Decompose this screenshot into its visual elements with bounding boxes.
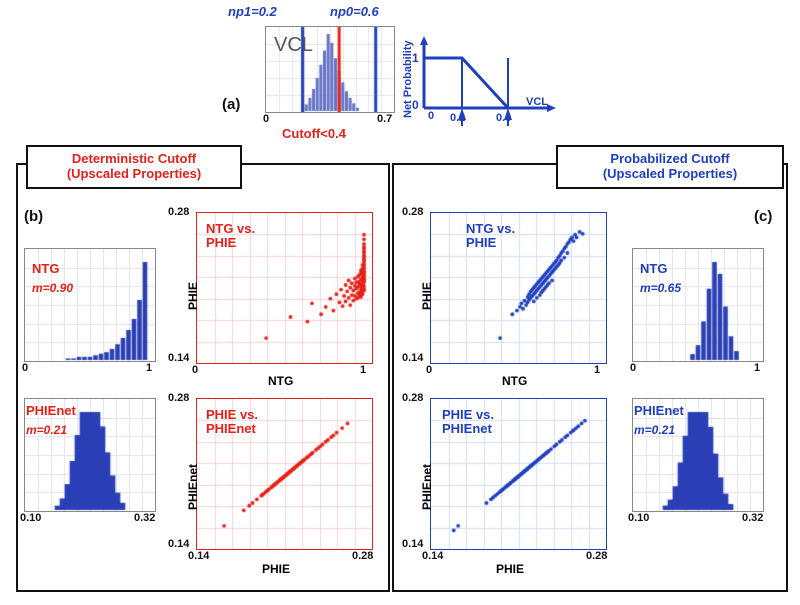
c-s2-y-bottom: 0.14: [402, 538, 424, 550]
b-s1-y-bottom: 0.14: [168, 352, 190, 364]
vcl-title: VCL: [274, 34, 313, 56]
panel-a-tag: (a): [222, 96, 241, 113]
c-s2-x-max: 0.28: [586, 550, 608, 562]
probabilized-title-line1: Probabilized Cutoff: [610, 151, 730, 166]
c-s2-title-line2: PHIEnet: [442, 421, 492, 437]
c-phienet-x-min: 0.10: [628, 512, 650, 524]
b-s2-y-bottom: 0.14: [168, 538, 190, 550]
probabilized-title-line2: (Upscaled Properties): [602, 165, 738, 181]
c-s1-xlabel: NTG: [502, 374, 528, 388]
c-s2-ylabel: PHIEnet: [420, 463, 434, 510]
b-ntg-x-max: 1: [146, 362, 153, 374]
b-s1-x-min: 0: [192, 364, 199, 376]
c-s1-title-line2: PHIE: [466, 235, 497, 251]
c-s1-x-min: 0: [426, 364, 433, 376]
c-s1-title: [466, 222, 515, 251]
net-probability-ylabel: Net Probability: [402, 40, 414, 118]
c-s1-y-top: 0.28: [402, 206, 424, 218]
b-phienet-m: m=0.21: [26, 423, 68, 437]
c-s1-y-bottom: 0.14: [402, 352, 424, 364]
c-phienet-label: PHIEnet: [634, 403, 684, 418]
c-scatter-ntg-phie: [430, 212, 607, 364]
vcl-x-min: 0: [263, 113, 270, 125]
b-ntg-label: NTG: [32, 261, 60, 276]
b-s2-title-line2: PHIEnet: [206, 421, 256, 437]
c-phienet-m: m=0.21: [634, 423, 676, 437]
panel-c-tag: (c): [754, 208, 773, 225]
b-phienet-x-min: 0.10: [20, 512, 42, 524]
c-s2-xlabel: PHIE: [496, 562, 525, 576]
cutoff-label: Cutoff<0.4: [282, 126, 346, 141]
b-s2-title-line1: PHIE vs.: [206, 407, 259, 422]
b-s1-x-max: 1: [360, 364, 367, 376]
net-probability-x-zero: 0: [428, 110, 435, 122]
b-ntg-x-min: 0: [22, 362, 29, 374]
c-s1-x-max: 1: [594, 364, 601, 376]
b-s1-ylabel: PHIE: [186, 281, 200, 310]
np0-label: np0=0.6: [330, 4, 379, 19]
b-s2-xlabel: PHIE: [262, 562, 291, 576]
vcl-x-max: 0.7: [377, 113, 393, 125]
net-probability-xlabel: VCL: [526, 96, 548, 108]
probabilized-title-box: [556, 145, 784, 189]
net-probability-y-bottom: 0: [412, 98, 419, 112]
b-s1-xlabel: NTG: [268, 374, 294, 388]
c-s2-title-line1: PHIE vs.: [442, 407, 495, 422]
np1-label: np1=0.2: [228, 4, 277, 19]
b-s1-title-line1: NTG vs.: [206, 221, 256, 236]
b-s2-title: [206, 408, 258, 437]
panel-b-tag: (b): [24, 208, 44, 225]
deterministic-title-box: [26, 145, 242, 189]
b-s1-title-line2: PHIE: [206, 235, 237, 251]
net-probability-y-top: 1: [412, 51, 419, 65]
c-ntg-x-min: 0: [630, 362, 637, 374]
net-probability-tick2: 0.6: [496, 112, 512, 124]
c-ntg-label: NTG: [640, 261, 668, 276]
b-s2-ylabel: PHIEnet: [186, 463, 200, 510]
c-s1-ylabel: PHIE: [420, 281, 434, 310]
b-s2-x-min: 0.14: [188, 550, 210, 562]
b-s2-x-max: 0.28: [352, 550, 374, 562]
b-s2-y-top: 0.28: [168, 392, 190, 404]
c-s2-x-min: 0.14: [422, 550, 444, 562]
c-s2-y-top: 0.28: [402, 392, 424, 404]
b-phienet-label: PHIEnet: [26, 403, 76, 418]
b-s1-y-top: 0.28: [168, 206, 190, 218]
c-ntg-m: m=0.65: [640, 281, 682, 295]
net-probability-plot: [400, 34, 560, 129]
c-s2-title: [442, 408, 494, 437]
net-probability-tick1: 0.2: [450, 112, 466, 124]
c-s1-title-line1: NTG vs.: [466, 221, 516, 236]
panel-a: [0, 0, 800, 141]
deterministic-title-line1: Deterministic Cutoff: [71, 151, 197, 166]
b-phienet-x-max: 0.32: [134, 512, 156, 524]
b-s1-title: [206, 222, 255, 251]
c-phienet-x-max: 0.32: [742, 512, 764, 524]
deterministic-title-line2: (Upscaled Properties): [66, 165, 202, 181]
c-ntg-x-max: 1: [754, 362, 761, 374]
b-ntg-m: m=0.90: [32, 281, 74, 295]
